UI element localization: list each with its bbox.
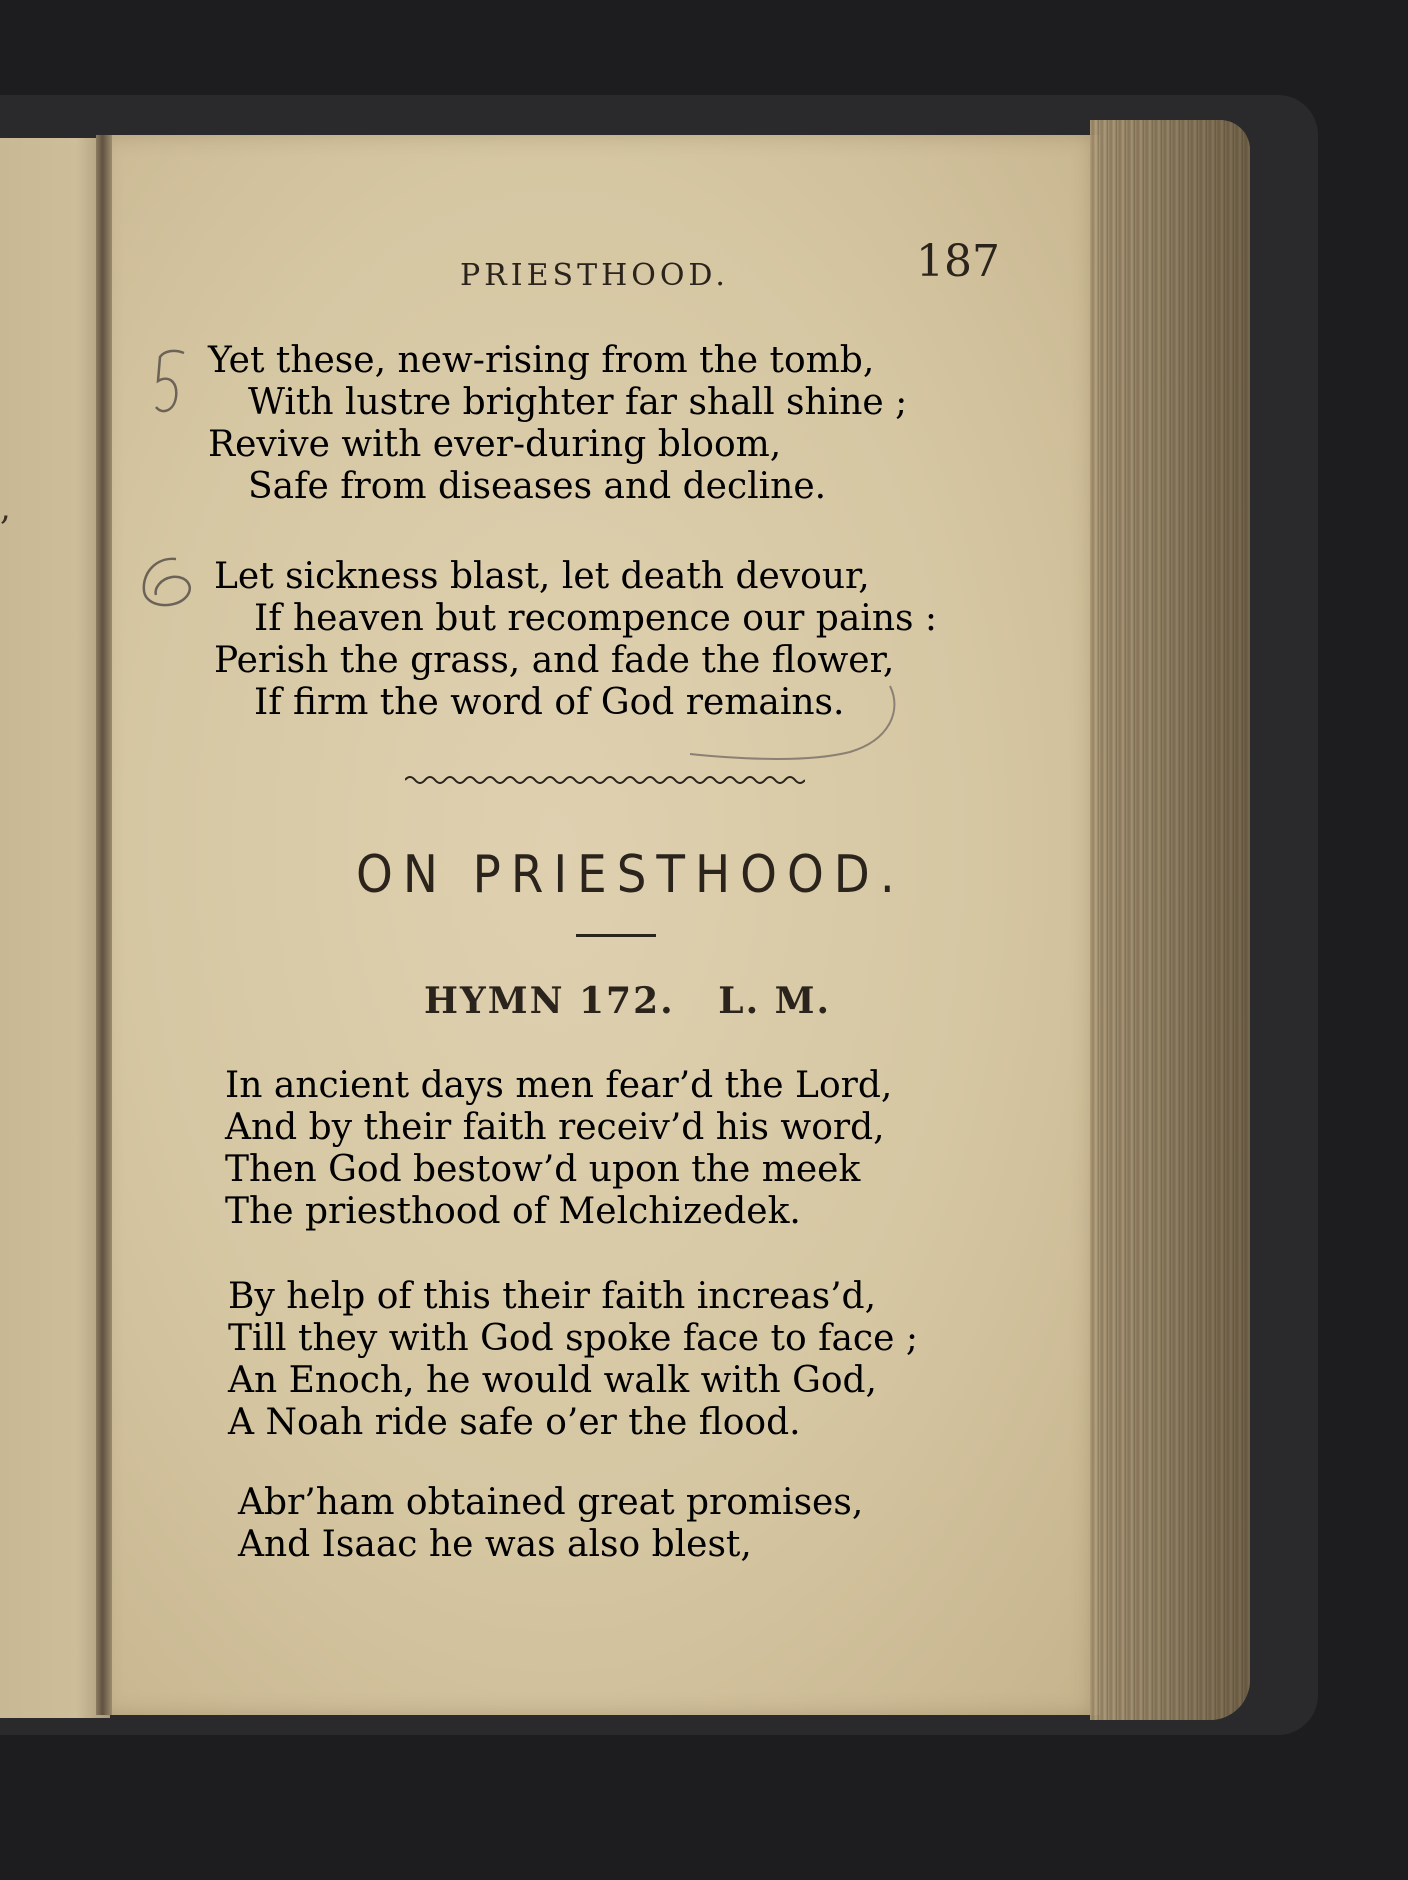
stanza-line: An Enoch, he would walk with God, [228, 1360, 878, 1401]
stanza-line: In ancient days men fear’d the Lord, [225, 1065, 893, 1106]
stanza-2 [214, 556, 937, 724]
stanza-line: The priesthood of Melchizedek. [225, 1191, 801, 1232]
stanza-line: And by their faith receiv’d his word, [225, 1107, 885, 1148]
hymn-heading: HYMN 172. L. M. [424, 980, 832, 1022]
stanza-line: And Isaac he was also blest, [238, 1524, 752, 1565]
stanza-line: If firm the word of God remains. [254, 682, 845, 723]
stanza-line: Safe from diseases and decline. [248, 466, 827, 507]
book-gutter [96, 135, 112, 1715]
pencil-mark-five-icon [150, 345, 190, 425]
stanza-line: A Noah ride safe o’er the flood. [228, 1402, 801, 1443]
section-title: ON PRIESTHOOD. [356, 845, 905, 905]
page-edges-shade [1090, 120, 1250, 1720]
stanza-line: Let sickness blast, let death devour, [214, 556, 870, 597]
hymn-stanza-2 [228, 1276, 918, 1444]
stanza-line: Yet these, new-rising from the tomb, [208, 340, 875, 381]
stanza-line: If heaven but recompence our pains : [254, 598, 938, 639]
wavy-ornament-divider [405, 770, 805, 790]
stanza-1 [208, 340, 907, 508]
pencil-mark-six-icon [136, 553, 206, 613]
stanza-line: Revive with ever-during bloom, [208, 424, 782, 465]
stanza-line: Abr’ham obtained great promises, [238, 1482, 864, 1523]
page-number: 187 [916, 236, 1000, 287]
stanza-line: By help of this their faith increas’d, [228, 1276, 877, 1317]
hymn-stanza-1 [225, 1065, 892, 1233]
left-page [0, 138, 110, 1718]
running-head: PRIESTHOOD. [460, 258, 729, 293]
stanza-line: With lustre brighter far shall shine ; [248, 382, 908, 423]
stanza-line: Perish the grass, and fade the flower, [214, 640, 895, 681]
stanza-line: Then God bestow’d upon the meek [225, 1149, 861, 1190]
stanza-line: Till they with God spoke face to face ; [228, 1318, 918, 1359]
left-page-fragment: , [0, 488, 11, 528]
hymn-stanza-3 [238, 1482, 863, 1566]
title-rule [576, 934, 656, 937]
